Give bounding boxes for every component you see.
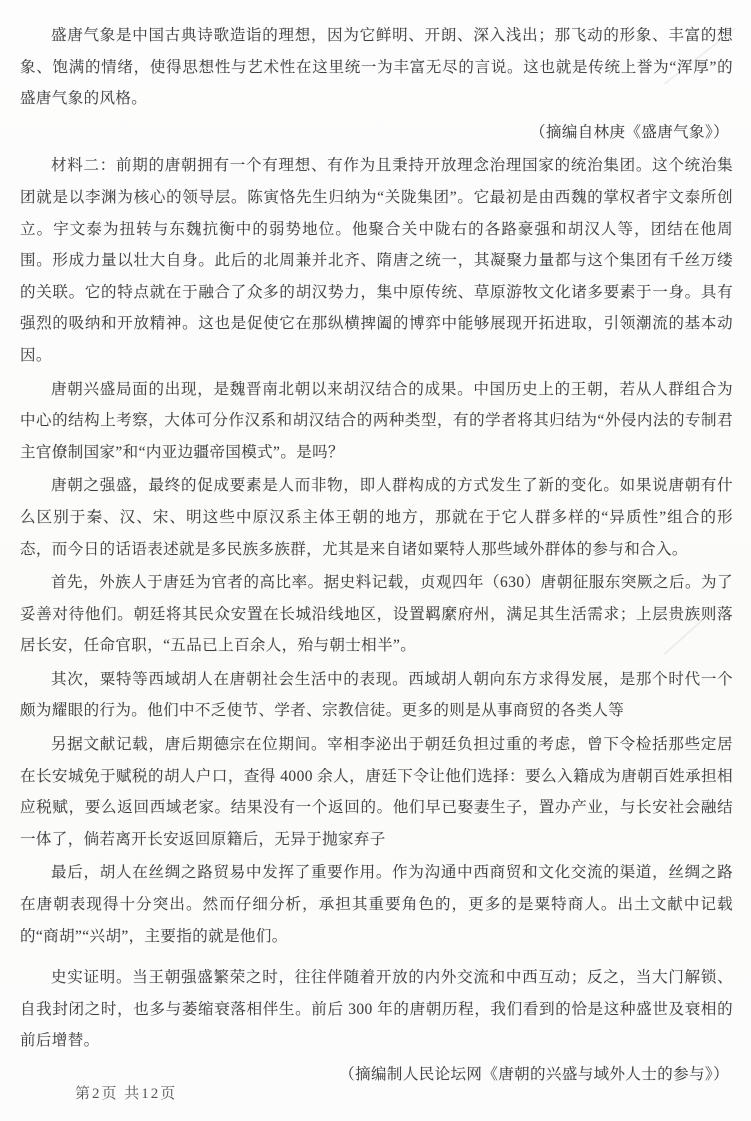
paragraph-second-point-sogdians: 其次，粟特等西域胡人在唐朝社会生活中的表现。西域胡人朝向东方求得发展，是那个时代一个颇为耀眼的行为。他们中不乏使节、学者、宗教信徒。更多的则是从事商贸的各类人等 bbox=[20, 670, 733, 720]
source-citation-material-two: （摘编制人民论坛网《唐朝的兴盛与域外人士的参与》） bbox=[339, 1066, 729, 1083]
page-number-footer: 第2页 共12页 bbox=[75, 1086, 178, 1102]
paragraph-sheng-tang-intro: 盛唐气象是中国古典诗歌造诣的理想，因为它鲜明、开朗、深入浅出；那飞动的形象、丰富的想象、饱满的情绪，使得思想性与艺术性在这里统一为丰富无尽的言说。这也就是传统上誉为“浑厚”的盛唐气象的风格。 bbox=[20, 27, 733, 108]
paragraph-last-point-silk-road: 最后，胡人在丝绸之路贸易中发挥了重要作用。作为沟通中西商贸和文化交流的渠道，丝绸之路在唐朝表现得十分突出。然而仔细分析，承担其重要角色的，更多的是粟特商人。出土文献中记载的“商胡”“兴胡”，主要指的就是他们。 bbox=[20, 864, 733, 945]
paragraph-material-two-intro: 材料二：前期的唐朝拥有一个有理想、有作为且秉持开放理念治理国家的统治集团。这个统治集团就是以李渊为核心的领导层。陈寅恪先生归纳为“关陇集团”。它最初是由西魏的掌权者宇文泰所创立。宇文泰为扭转与东魏抗衡中的弱势地位。他聚合关中陇右的各路豪强和胡汉人等，团结在他周围。形成力量以壮大自身。此后的北周兼并北齐、隋唐之统一，其凝聚力量都与这个集团有千丝万缕的关联。它的特点就在于融合了众多的胡汉势力，集中原传统、草原游牧文化诸多要素于一身。具有强烈的吸纳和开放精神。这也是促使它在那纵横捭阖的博弈中能够展现开拓进取，引领潮流的基本动因。 bbox=[20, 157, 733, 364]
paragraph-record-dezong-census: 另据文献记载，唐后期德宗在位期间。宰相李泌出于朝廷负担过重的考虑，曾下令检括那些定居在长安城免于赋税的胡人户口，查得 4000 余人，唐廷下令让他们选择：要么入籍成为唐朝百姓承担相应税赋，要么返回西域老家。结果没有一个返回的。他们早已娶妻生子，置办产业，与长安社会融结一体了，倘若离开长安返回原籍后，无异于抛家弃子 bbox=[20, 736, 733, 848]
paragraph-historical-conclusion: 史实证明。当王朝强盛繁荣之时，往往伴随着开放的内外交流和中西互动；反之，当大门解锁、自我封闭之时，也多与萎缩衰落相伴生。前后 300 年的唐朝历程，我们看到的恰是这种盛世及衰相的前后增替。 bbox=[20, 969, 733, 1050]
paragraph-tang-strength-people: 唐朝之强盛，最终的促成要素是人而非物，即人群构成的方式发生了新的变化。如果说唐朝有什么区别于秦、汉、宋、明这些中原汉系主体王朝的地方，那就在于它人群多样的“异质性”组合的形态，而今日的话语表述就是多民族多族群，尤其是来自诸如粟特人那些域外群体的参与和合入。 bbox=[20, 477, 733, 558]
paragraph-tang-prosperity-origin: 唐朝兴盛局面的出现，是魏晋南北朝以来胡汉结合的成果。中国历史上的王朝，若从人群组合为中心的结构上考察，大体可分作汉系和胡汉结合的两种类型，有的学者将其归结为“外侵内法的专制君主官僚制国家”和“内亚边疆帝国模式”。是吗？ bbox=[20, 380, 733, 461]
paragraph-first-point-officials: 首先，外族人于唐廷为官者的高比率。据史料记载，贞观四年（630）唐朝征服东突厥之后。为了妥善对待他们。朝廷将其民众安置在长城沿线地区，设置羁縻府州，满足其生活需求；上层贵族则落居长安，任命官职，“五品已上百余人，殆与朝士相半”。 bbox=[20, 574, 733, 655]
source-citation-material-one: （摘编自林庚《盛唐气象》） bbox=[530, 123, 729, 141]
